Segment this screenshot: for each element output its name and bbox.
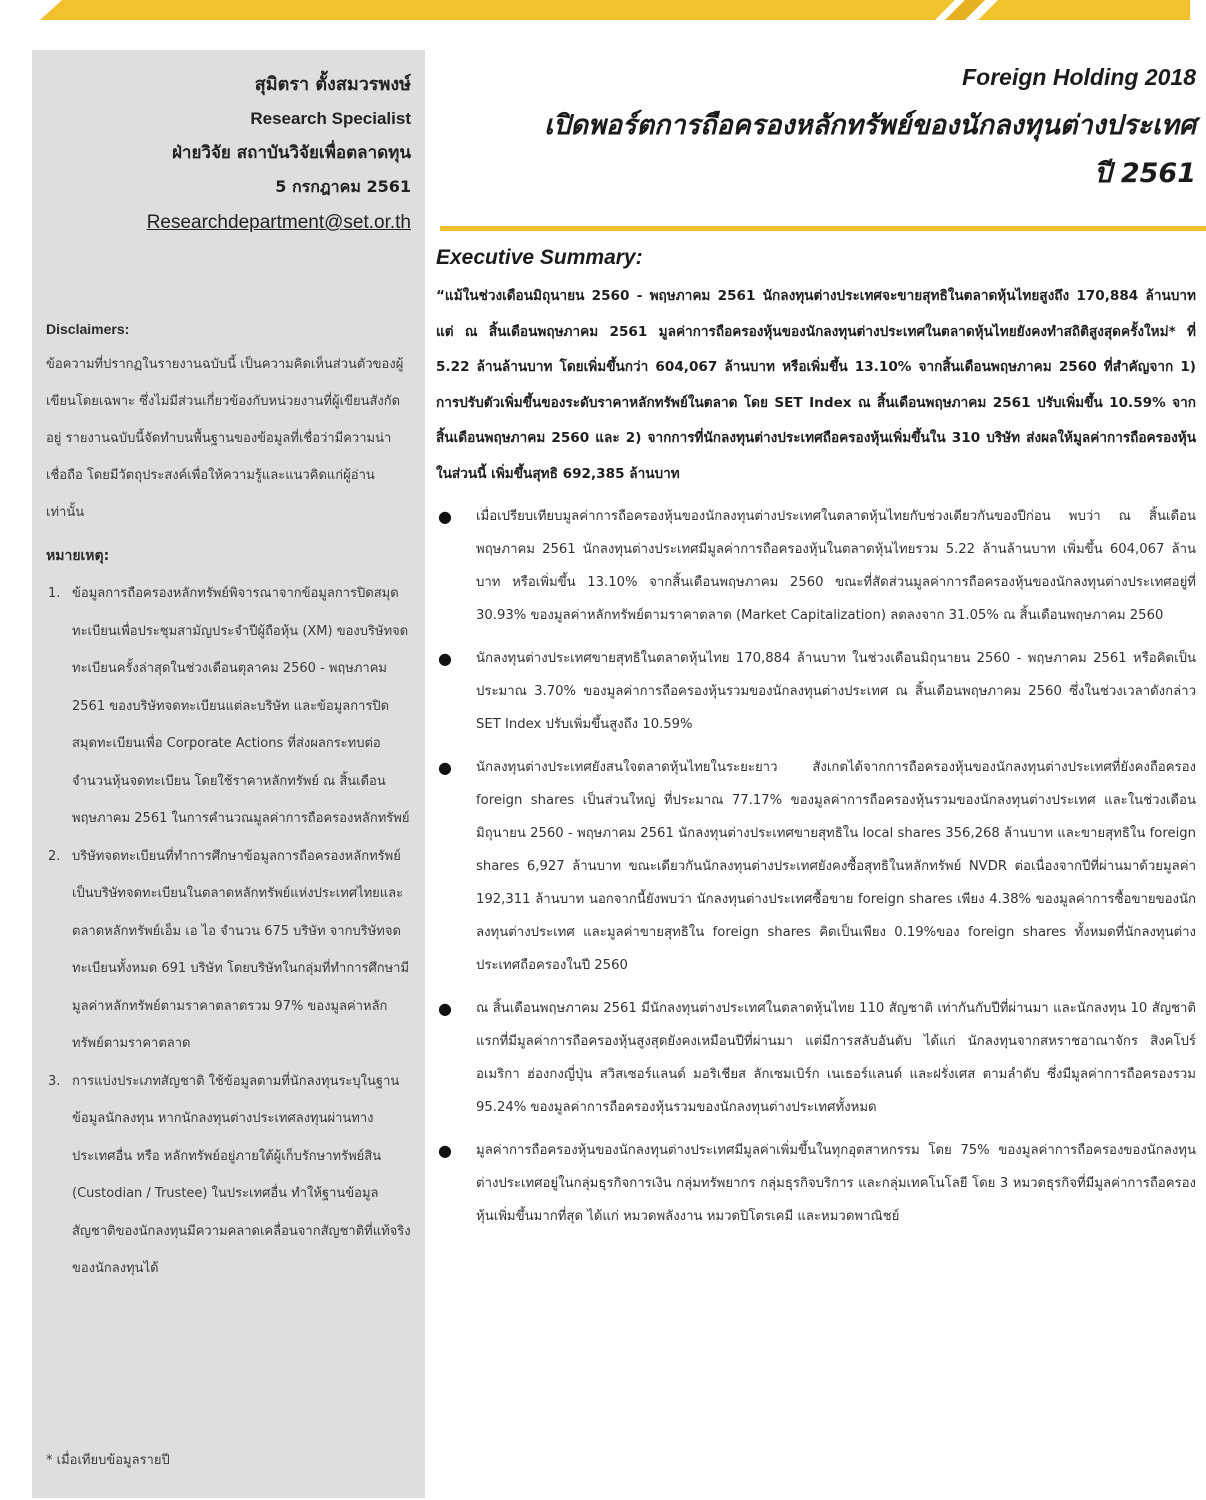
top-banner-decoration — [0, 0, 1206, 20]
bullet-icon: ● — [438, 758, 452, 777]
note-text: การแบ่งประเภทสัญชาติ ใช้ข้อมูลตามที่นักลงทุนระบุในฐานข้อมูลนักลงทุน หากนักลงทุนต่างประเทศลงทุนผ่านทางประเทศอื่น หรือ หลักทรัพย์อยู่ภายใต้ผู้เก็บรักษาทรัพย์สิน (Custodian / Trustee) ในประเทศอื่น ทำให้ฐานข้อมูลสัญชาติของนักลงทุนมีความคลาดเคลื่อนจากสัญชาติที่แท้จริงของนักลงทุนได้ — [72, 1073, 411, 1276]
bullet-icon: ● — [438, 649, 452, 668]
bullet-text: มูลค่าการถือครองหุ้นของนักลงทุนต่างประเทศมีมูลค่าเพิ่มขึ้นในทุกอุตสาหกรรม โดย 75% ของมูลค่าการถือครองของนักลงทุนต่างประเทศอยู่ในกลุ่มธุรกิจการเงิน กลุ่มทรัพยากร กลุ่มธุรกิจบริการ และกลุ่มเทคโนโลยี โดย 3 หมวดธุรกิจที่มีมูลค่าการถือครองหุ้นเพิ่มขึ้นมากที่สุด ได้แก่ หมวดพลังงาน หมวดปิโตรเคมี และหมวดพาณิชย์ — [476, 1143, 1196, 1224]
main-content — [436, 50, 1196, 1243]
bullet-text: นักลงทุนต่างประเทศขายสุทธิในตลาดหุ้นไทย 170,884 ล้านบาท ในช่วงเดือนมิถุนายน 2560 - พฤษภาคม 2561 หรือคิดเป็นประมาณ 3.70% ของมูลค่าการถือครองหุ้นรวมของนักลงทุนต่างประเทศ ณ สิ้นเดือนพฤษภาคม 2560 ซึ่งในช่วงเวลาดังกล่าว SET Index ปรับเพิ่มขึ้นสูงถึง 10.59% — [476, 651, 1196, 732]
note-text: บริษัทจดทะเบียนที่ทำการศึกษาข้อมูลการถือครองหลักทรัพย์เป็นบริษัทจดทะเบียนในตลาดหลักทรัพย์แห่งประเทศไทยและตลาดหลักทรัพย์เอ็ม เอ ไอ จำนวน 675 บริษัท จากบริษัทจดทะเบียนทั้งหมด 691 บริษัท โดยบริษัทในกลุ่มที่ทำการศึกษามีมูลค่าหลักทรัพย์ตามราคาตลาดรวม 97% ของมูลค่าหลักทรัพย์ตามราคาตลาด — [72, 848, 410, 1051]
summary-bullet-item — [436, 642, 1196, 741]
footnote: * เมื่อเทียบข้อมูลรายปี — [46, 1453, 170, 1468]
bullet-icon: ● — [438, 999, 452, 1018]
banner-stripes — [0, 0, 1206, 20]
bullet-text: เมื่อเปรียบเทียบมูลค่าการถือครองหุ้นของนักลงทุนต่างประเทศในตลาดหุ้นไทยกับช่วงเดียวกันของปีก่อน พบว่า ณ สิ้นเดือนพฤษภาคม 2561 นักลงทุนต่างประเทศมีมูลค่าการถือครองหุ้นในตลาดหุ้นไทยรวม 5.22 ล้านล้านบาท เพิ่มขึ้น 604,067 ล้านบาท หรือเพิ่มขึ้น 13.10% จากสิ้นเดือนพฤษภาคม 2560 ขณะที่สัดส่วนมูลค่าการถือครองหุ้นของนักลงทุนต่างประเทศอยู่ที่ 30.93% ของมูลค่าหลักทรัพย์ตามราคาตลาด (Market Capitalization) ลดลงจาก 31.05% ณ สิ้นเดือนพฤษภาคม 2560 — [476, 509, 1196, 623]
document-title-thai-line1: เปิดพอร์ตการถือครองหลักทรัพย์ของนักลงทุนต่างประเทศ — [544, 110, 1196, 141]
title-divider — [440, 226, 1206, 231]
author-block — [46, 68, 411, 242]
author-role: Research Specialist — [250, 109, 411, 128]
document-title-english: Foreign Holding 2018 — [962, 64, 1196, 90]
note-item — [46, 1063, 411, 1288]
notes-heading: หมายเหตุ: — [46, 548, 110, 564]
notes-list — [46, 575, 411, 1288]
author-department: ฝ่ายวิจัย สถาบันวิจัยเพื่อตลาดทุน — [171, 143, 411, 163]
executive-summary-heading: Executive Summary: — [436, 246, 643, 269]
note-number: 1. — [48, 586, 61, 601]
bullet-text: นักลงทุนต่างประเทศยังสนใจตลาดหุ้นไทยในระยะยาว สังเกตได้จากการถือครองหุ้นของนักลงทุนต่างประเทศที่ยังคงถือครอง foreign shares เป็นส่วนใหญ่ ที่ประมาณ 77.17% ของมูลค่าการถือครองหุ้นรวมของนักลงทุนต่างประเทศ และในช่วงเดือนมิถุนายน 2560 - พฤษภาคม 2561 นักลงทุนต่างประเทศขายสุทธิใน local shares 356,268 ล้านบาท และขายสุทธิใน foreign shares 6,927 ล้านบาท ขณะเดียวกันนักลงทุนต่างประเทศยังคงซื้อสุทธิในหลักทรัพย์ NVDR ต่อเนื่องจากปีที่ผ่านมาด้วยมูลค่า 192,311 ล้านบาท นอกจากนี้ยังพบว่า นักลงทุนต่างประเทศซื้อขาย foreign shares เพียง 4.38% ของมูลค่าการซื้อขายของนักลงทุนต่างประเทศ และมูลค่าขายสุทธิใน foreign shares คิดเป็นเพียง 0.19%ของ foreign shares ทั้งหมดที่นักลงทุนต่างประเทศถือครองในปี 2560 — [476, 760, 1196, 973]
summary-bullet-item — [436, 500, 1196, 632]
summary-bullet-list — [436, 500, 1196, 1233]
note-item — [46, 838, 411, 1063]
sidebar-panel — [32, 50, 425, 1498]
note-number: 2. — [48, 848, 61, 864]
bullet-text: ณ สิ้นเดือนพฤษภาคม 2561 มีนักลงทุนต่างประเทศในตลาดหุ้นไทย 110 สัญชาติ เท่ากันกับปีที่ผ่านมา และนักลงทุน 10 สัญชาติแรกที่มีมูลค่าการถือครองหุ้นสูงสุดยังคงเหมือนปีที่ผ่านมา แต่มีการสลับอันดับ ได้แก่ นักลงทุนจากสหราชอาณาจักร สิงคโปร์ อเมริกา ฮ่องกงญี่ปุ่น สวิสเซอร์แลนด์ มอริเชียส ลักเซมเบิร์ก เนเธอร์แลนด์ และฝรั่งเศส ตามลำดับ ซึ่งมีมูลค่าการถือครองรวม 95.24% ของมูลค่าการถือครองหุ้นรวมของนักลงทุนต่างประเทศทั้งหมด — [476, 1001, 1196, 1115]
author-name: สุมิตรา ตั้งสมวรพงษ์ — [254, 74, 411, 95]
report-date: 5 กรกฎาคม 2561 — [275, 177, 411, 196]
disclaimers-text: ข้อความที่ปรากฏในรายงานฉบับนี้ เป็นความคิดเห็นส่วนตัวของผู้เขียนโดยเฉพาะ ซึ่งไม่มีส่วนเกี่ยวข้องกับหน่วยงานที่ผู้เขียนสังกัดอยู่ รายงานฉบับนี้จัดทำบนพื้นฐานของข้อมูลที่เชื่อว่ามีความน่าเชื่อถือ โดยมีวัตถุประสงค์เพื่อให้ความรู้และแนวคิดแก่ผู้อ่านเท่านั้น — [46, 357, 404, 520]
disclaimers-heading: Disclaimers: — [46, 321, 130, 337]
bullet-icon: ● — [438, 507, 452, 526]
summary-bullet-item — [436, 1134, 1196, 1233]
note-item — [46, 575, 411, 838]
summary-bullet-item — [436, 992, 1196, 1124]
bullet-icon: ● — [438, 1141, 452, 1160]
summary-bullet-item — [436, 751, 1196, 982]
note-number: 3. — [48, 1073, 61, 1089]
executive-summary-text: “แม้ในช่วงเดือนมิถุนายน 2560 - พฤษภาคม 2561 นักลงทุนต่างประเทศจะขายสุทธิในตลาดหุ้นไทยสูงถึง 170,884 ล้านบาท แต่ ณ สิ้นเดือนพฤษภาคม 2561 มูลค่าการถือครองหุ้นของนักลงทุนต่างประเทศในตลาดหุ้นไทยยังคงทำสถิติสูงสุดครั้งใหม่* ที่ 5.22 ล้านล้านบาท โดยเพิ่มขึ้นกว่า 604,067 ล้านบาท หรือเพิ่มขึ้น 13.10% จากสิ้นเดือนพฤษภาคม 2560 ที่สำคัญจาก 1) การปรับตัวเพิ่มขึ้นของระดับราคาหลักทรัพย์ในตลาด โดย SET Index ณ สิ้นเดือนพฤษภาคม 2561 ปรับเพิ่มขึ้น 10.59% จากสิ้นเดือนพฤษภาคม 2560 และ 2) จากการที่นักลงทุนต่างประเทศถือครองหุ้นเพิ่มขึ้นใน 310 บริษัท ส่งผลให้มูลค่าการถือครองหุ้นในส่วนนี้ เพิ่มขึ้นสุทธิ 692,385 ล้านบาท — [436, 288, 1196, 482]
document-title-thai — [436, 102, 1196, 198]
note-text: ข้อมูลการถือครองหลักทรัพย์พิจารณาจากข้อมูลการปิดสมุดทะเบียนเพื่อประชุมสามัญประจำปีผู้ถือหุ้น (XM) ของบริษัทจดทะเบียนครั้งล่าสุดในช่วงเดือนตุลาคม 2560 - พฤษภาคม 2561 ของบริษัทจดทะเบียนแต่ละบริษัท และข้อมูลการปิดสมุดทะเบียนเพื่อ Corporate Actions ที่ส่งผลกระทบต่อจำนวนหุ้นจดทะเบียน โดยใช้ราคาหลักทรัพย์ ณ สิ้นเดือนพฤษภาคม 2561 ในการคำนวณมูลค่าการถือครองหลักทรัพย์ — [72, 586, 410, 826]
document-title-thai-line2: ปี 2561 — [1094, 158, 1196, 189]
contact-email-link[interactable]: Researchdepartment@set.or.th — [146, 212, 411, 233]
